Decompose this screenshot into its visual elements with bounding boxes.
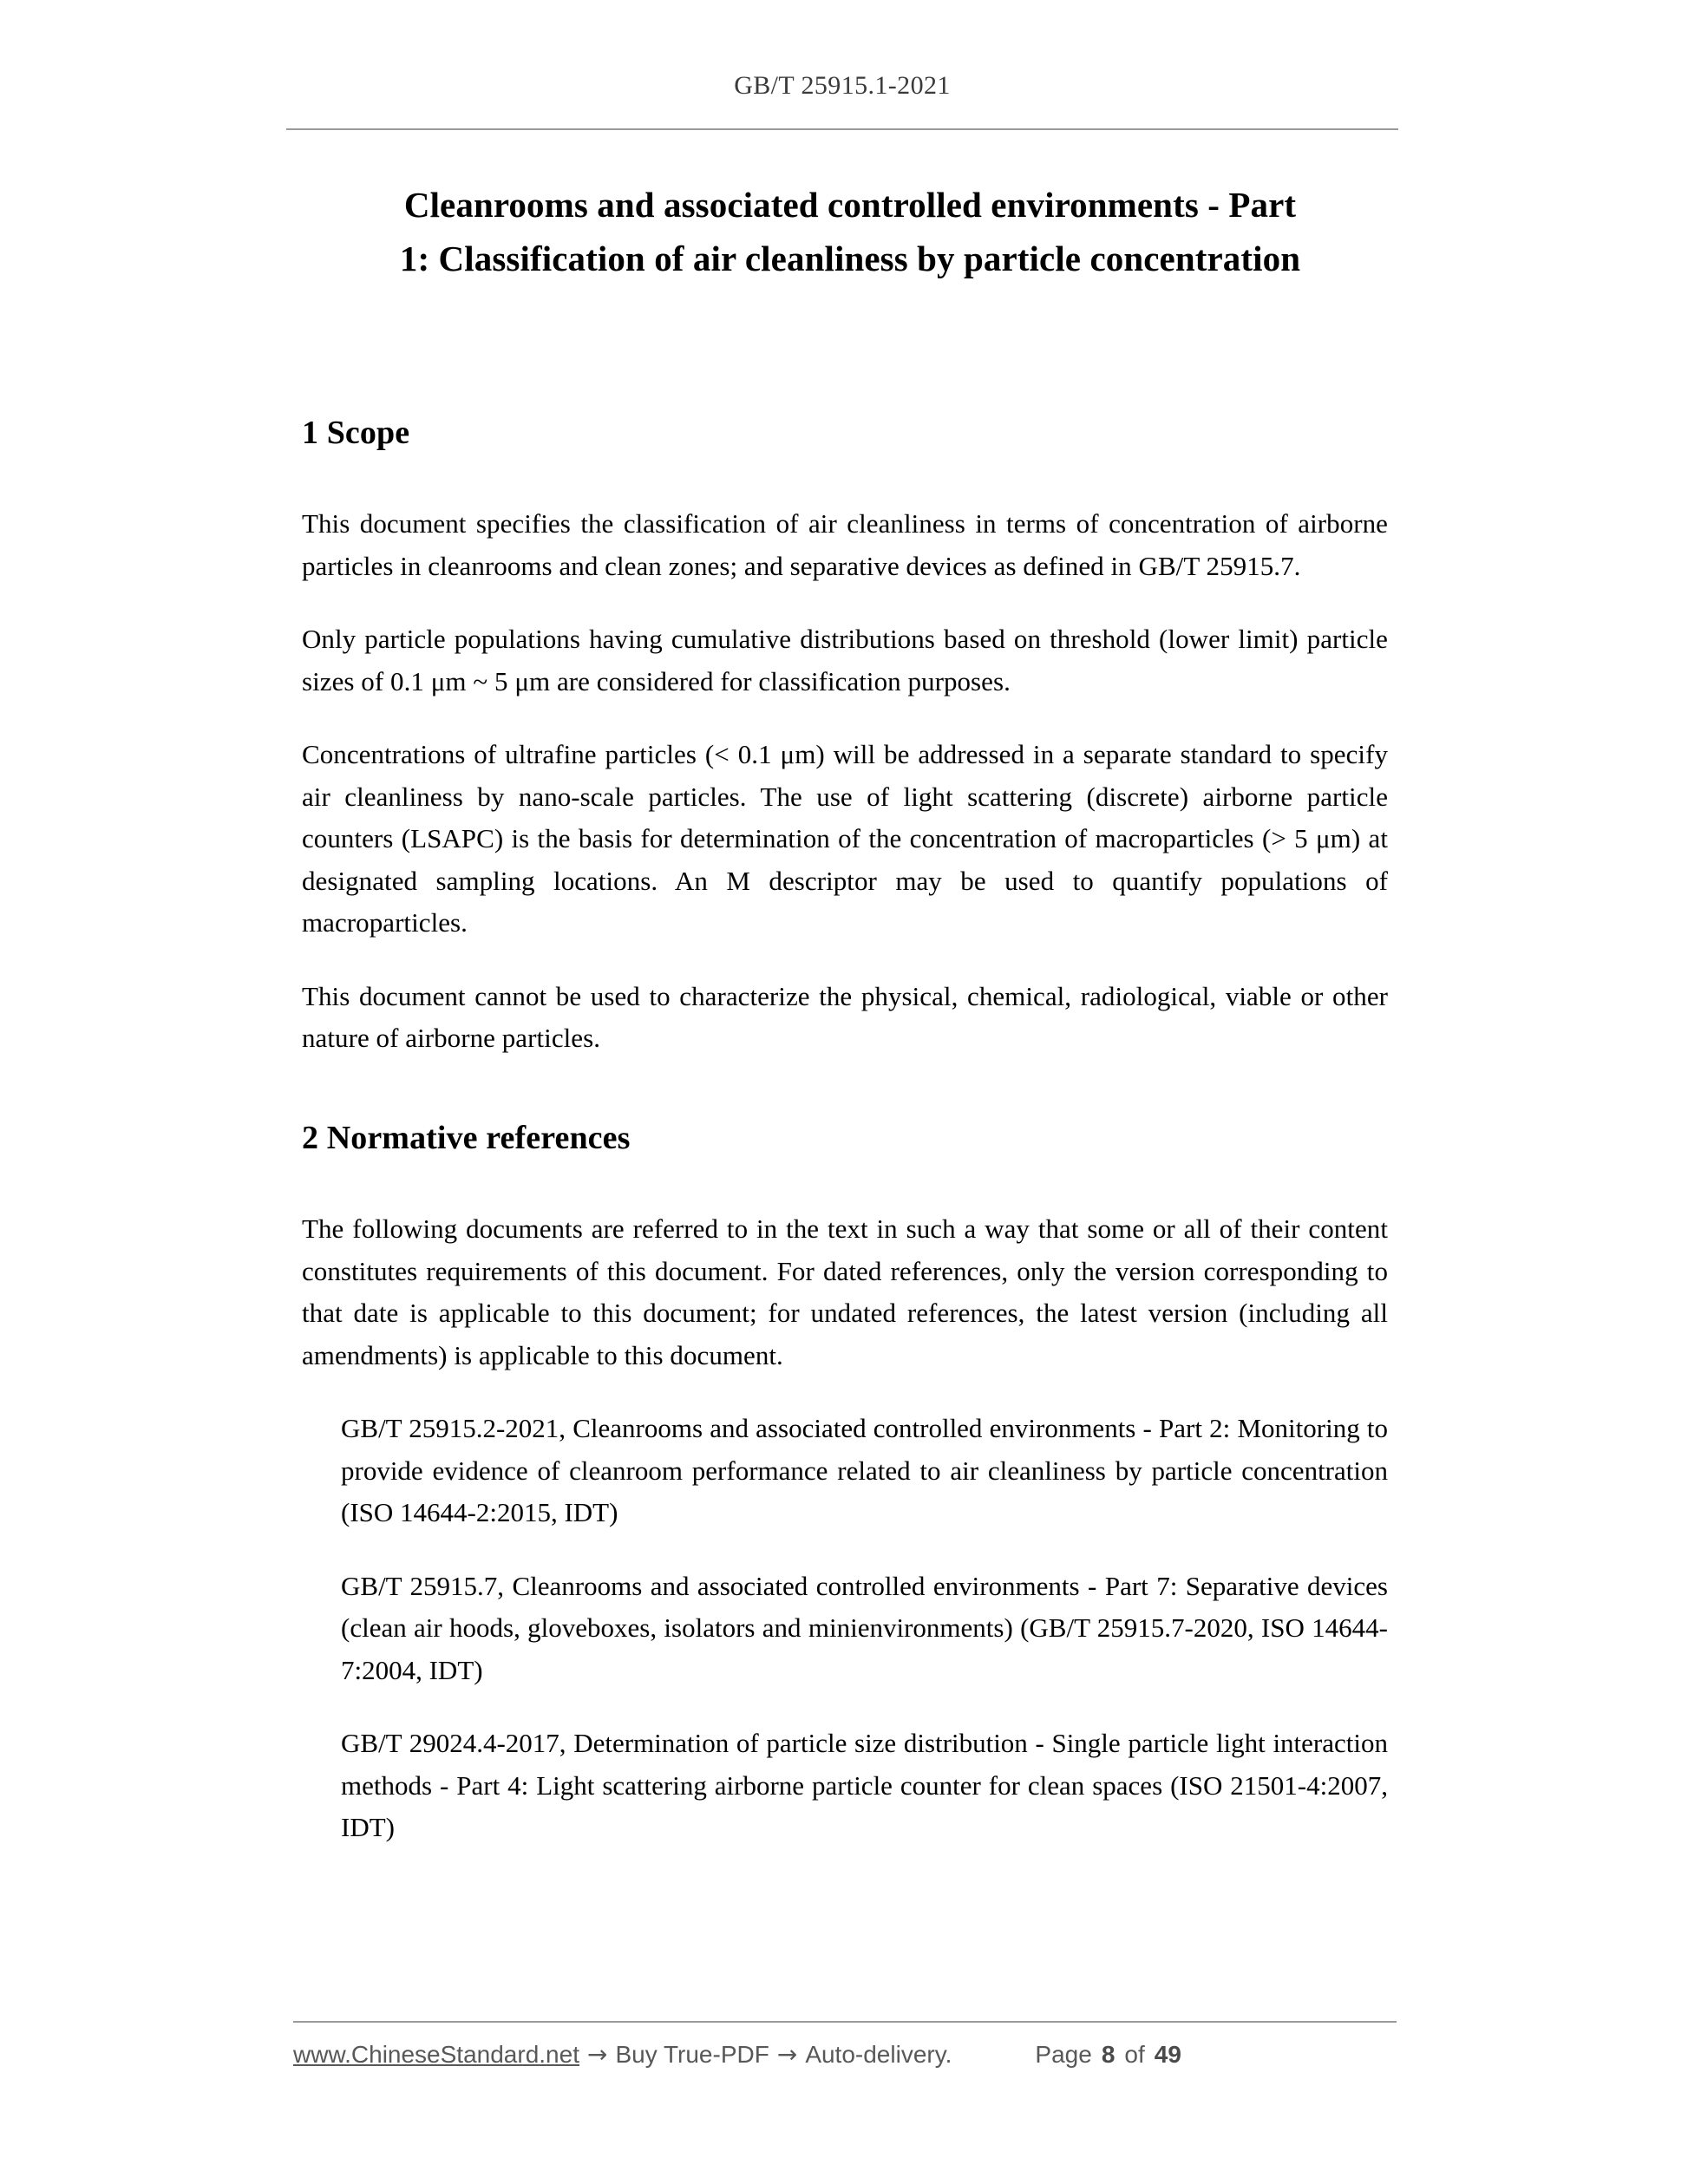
footer-website-link[interactable]: www.ChineseStandard.net — [293, 2041, 579, 2068]
reference-entry: GB/T 29024.4-2017, Determination of particle size distribution - Single particle light interaction methods - Part 4: Light scattering airborne particle counter for clean spaces (ISO 21501-4:2007, IDT) — [341, 1728, 1388, 1843]
footer-divider — [293, 2021, 1397, 2023]
of-label: of — [1124, 2041, 1145, 2068]
page-title — [302, 178, 1398, 286]
section-heading-normative-references: 2 Normative references — [302, 1119, 631, 1156]
standard-number: GB/T 25915.1-2021 — [734, 71, 951, 100]
page-indicator — [1035, 2041, 1181, 2069]
paragraph-scope-2: Only particle populations having cumulative distributions based on threshold (lower limit) particle sizes of 0.1 μm ~ 5 μm are considered for classification purposes. — [302, 624, 1388, 696]
footer-promo-buy: Buy True-PDF — [615, 2041, 769, 2068]
reference-entry: GB/T 25915.2-2021, Cleanrooms and associated controlled environments - Part 2: Monitoring to provide evidence of cleanroom performance related to air cleanliness by particle concentration (ISO 14644-2:2015, IDT) — [341, 1413, 1388, 1528]
paragraph-normative-1: The following documents are referred to in the text in such a way that some or all of their content constitutes requirements of this document. For dated references, only the version corresponding to that date is applicable to this document; for undated references, the latest version (including all amendments) is applicable to this document. — [302, 1213, 1388, 1370]
arrow-right-icon: → — [586, 2040, 608, 2069]
header-divider — [286, 128, 1398, 130]
spacer — [302, 587, 1388, 618]
arrow-right-icon: → — [776, 2040, 798, 2069]
section-heading-scope: 1 Scope — [302, 415, 410, 451]
spacer — [302, 1691, 1388, 1723]
page-title-line-2: 1: Classification of air cleanliness by particle concentration — [399, 239, 1301, 279]
total-page-count: 49 — [1154, 2041, 1181, 2068]
spacer — [302, 1160, 1388, 1208]
spacer — [302, 945, 1388, 976]
running-header — [286, 71, 1398, 100]
reference-entry: GB/T 25915.7, Cleanrooms and associated controlled environments - Part 7: Separative devices (clean air hoods, gloveboxes, isolators and minienvironments) (GB/T 25915.7-2020, ISO 14644-7:2004, IDT) — [341, 1570, 1388, 1685]
paragraph-scope-4: This document cannot be used to characterize the physical, chemical, radiological, viable or other nature of airborne particles. — [302, 980, 1388, 1054]
paragraph-scope-1: This document specifies the classification of air cleanliness in terms of concentration of airborne particles in cleanrooms and clean zones; and separative devices as defined in GB/T 25915.7. — [302, 508, 1388, 581]
paragraph-scope-3: Concentrations of ultrafine particles (< 0.1 μm) will be addressed in a separate standard to specify air cleanliness by nano-scale particles. The use of light scattering (discrete) airborne particle counters (LSAPC) is the basis for determination of the concentration of macroparticles (> 5 μm) at designated sampling locations. An M descriptor may be used to quantify populations of macroparticles. — [302, 739, 1388, 938]
footer-promo-delivery: Auto-delivery. — [805, 2041, 952, 2068]
spacer — [302, 454, 1388, 503]
footer-promo — [293, 2040, 952, 2069]
spacer — [302, 1376, 1388, 1408]
page-footer — [293, 2040, 1397, 2069]
spacer — [302, 1060, 1388, 1117]
spacer — [302, 703, 1388, 734]
page-label: Page — [1035, 2041, 1092, 2068]
spacer — [302, 1534, 1388, 1566]
current-page-number: 8 — [1101, 2041, 1116, 2068]
document-body — [302, 412, 1388, 1849]
page-title-line-1: Cleanrooms and associated controlled environments - Part — [403, 185, 1297, 225]
